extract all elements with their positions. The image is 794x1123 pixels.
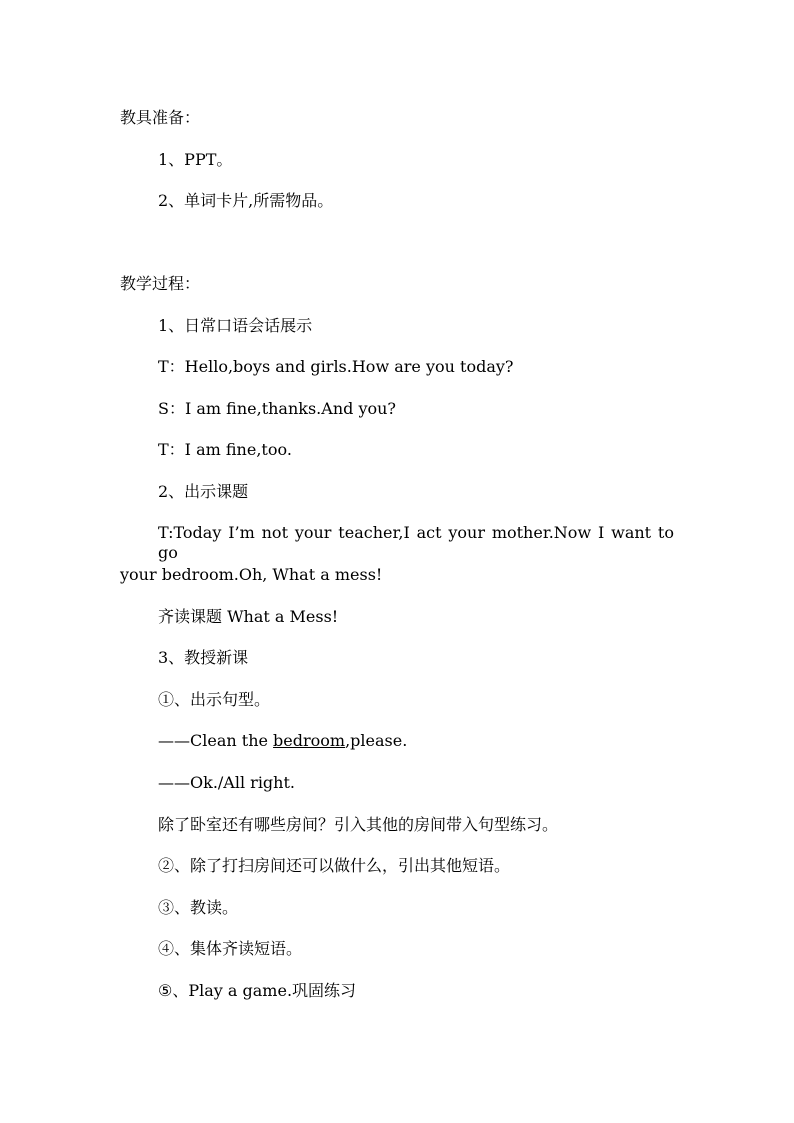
process-heading: 教学过程： [120,274,201,293]
sub-step: ②、除了打扫房间还可以做什么，引出其他短语。 [158,856,511,875]
pattern-suffix: ,please. [345,731,408,750]
teacher-line: T:Today I’m not your teacher,I act your mother.Now I want to go [158,523,674,562]
dialogue-line: S：I am fine,thanks.And you? [158,399,397,418]
sub-step: ③、教读。 [158,898,239,917]
pattern-keyword: bedroom [273,731,346,750]
materials-item: 1、PPT。 [158,150,233,169]
materials-item: 2、单词卡片,所需物品。 [158,191,334,210]
read-title-line: 齐读课题 What a Mess! [158,607,339,626]
teacher-line-continued: your bedroom.Oh, What a mess! [120,565,383,584]
dialogue-line: T：Hello,boys and girls.How are you today? [158,357,514,376]
pattern-reply: ——Ok./All right. [158,773,295,792]
materials-heading: 教具准备： [120,108,201,127]
dialogue-line: T：I am fine,too. [158,440,292,459]
step1-title: 1、日常口语会话展示 [158,316,313,335]
rooms-note: 除了卧室还有哪些房间？引入其他的房间带入句型练习。 [158,815,559,834]
step2-title: 2、出示课题 [158,482,249,501]
sub-step: ⑤、Play a game.巩固练习 [158,981,357,1000]
sentence-pattern [158,731,407,751]
step3-title: 3、教授新课 [158,648,249,667]
sub-step: ④、集体齐读短语。 [158,939,303,958]
pattern-prefix: ——Clean the [158,731,274,750]
sub-step: ①、出示句型。 [158,690,271,709]
